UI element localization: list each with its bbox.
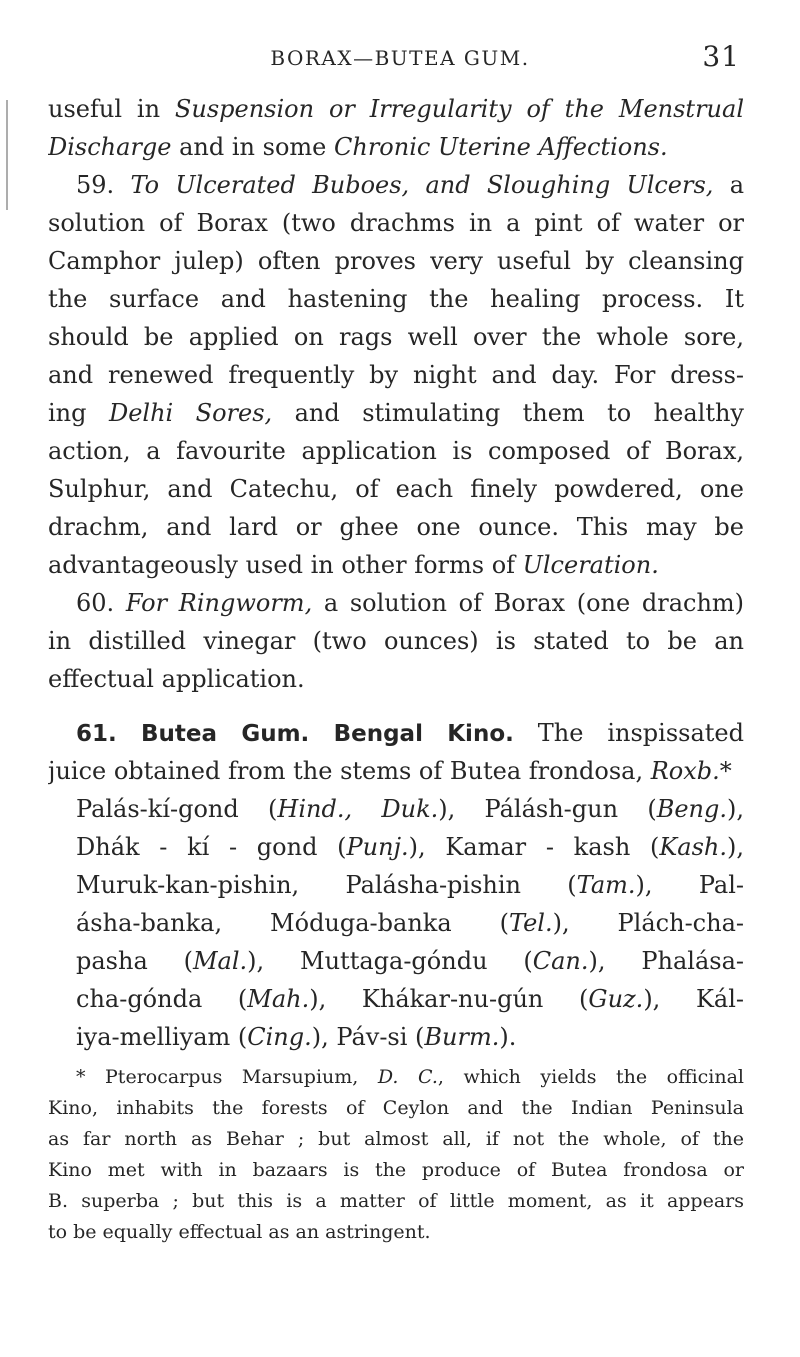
- text-run: ), Kál-: [643, 985, 744, 1013]
- body-text: [48, 90, 744, 1248]
- synonym-line: [48, 866, 744, 904]
- italic-run: For Ringworm,: [125, 589, 313, 617]
- text-run: ),: [727, 795, 744, 823]
- text-run: ), Páv-si (: [311, 1023, 425, 1051]
- text-line: action, a favourite application is composed of Borax,: [48, 437, 744, 465]
- text-run: ing: [48, 399, 109, 427]
- running-head: [0, 40, 800, 80]
- text-run: iya-melliyam (: [76, 1023, 248, 1051]
- italic-run: Punj.: [346, 833, 409, 861]
- italic-run: Discharge: [48, 133, 172, 161]
- text-line: [48, 546, 744, 584]
- italic-run: Kash.: [659, 833, 727, 861]
- italic-run: To Ulcerated Buboes, and Sloughing Ulcers,: [130, 171, 714, 199]
- footnote-line: Kino, inhabits the forests of Ceylon and the Indian Peninsula: [48, 1097, 744, 1119]
- paragraph-59-start: [48, 166, 744, 204]
- text-line: in distilled vinegar (two ounces) is stated to be an: [48, 627, 744, 655]
- text-run: ), Khákar-nu-gún (: [309, 985, 589, 1013]
- synonym-line: [48, 904, 744, 942]
- text-run: ), Kamar - kash (: [408, 833, 660, 861]
- text-run: * Pterocarpus Marsupium,: [76, 1066, 378, 1088]
- synonym-line: [48, 828, 744, 866]
- text-run: and in some: [171, 133, 334, 161]
- text-run: cha-gónda (: [76, 985, 248, 1013]
- italic-run: Tam.: [576, 871, 636, 899]
- text-line: solution of Borax (two drachms in a pint of water or: [48, 209, 744, 237]
- text-run: ), Muttaga-góndu (: [247, 947, 533, 975]
- text-run: ),: [727, 833, 744, 861]
- text-line: [48, 128, 744, 166]
- section-heading-butea-gum: [48, 714, 744, 752]
- text-line: drachm, and lard or ghee one ounce. This may be: [48, 513, 744, 541]
- bold-heading: 61. Butea Gum. Bengal Kino.: [76, 721, 514, 747]
- footnote-line: [48, 1062, 744, 1093]
- text-line: effectual application.: [48, 665, 305, 693]
- italic-run: Mal.: [192, 947, 248, 975]
- footnote-line: B. superba ; but this is a matter of little moment, as it appears: [48, 1190, 744, 1212]
- italic-run: D. C.: [377, 1066, 438, 1088]
- paragraph-60-start: [48, 584, 744, 622]
- synonym-line: [48, 942, 744, 980]
- italic-run: Tel.: [508, 909, 553, 937]
- section-gap: [48, 698, 744, 714]
- text-run: Palás-kí-gond (: [76, 795, 278, 823]
- paragraph-number: 59.: [76, 171, 131, 199]
- text-run: Dhák - kí - gond (: [76, 833, 347, 861]
- text-run: advantageously used in other forms of: [48, 551, 523, 579]
- page-number: 31: [702, 40, 740, 73]
- italic-run: Can.: [532, 947, 589, 975]
- text-line: [48, 90, 744, 128]
- italic-run: Delhi Sores,: [108, 399, 273, 427]
- text-run: a solution of Borax (one drachm): [312, 589, 744, 617]
- text-run: ).: [499, 1023, 517, 1051]
- synonym-line: [48, 790, 744, 828]
- italic-run: Mah.: [247, 985, 310, 1013]
- text-run: , which yields the officinal: [437, 1066, 744, 1088]
- text-run: ), Plách-cha-: [552, 909, 744, 937]
- text-line: [48, 394, 744, 432]
- italic-run: Chronic Uterine Affections.: [334, 133, 668, 161]
- italic-run: Suspension or Irregularity of the Menstrual: [174, 95, 744, 123]
- synonym-line: [48, 1018, 744, 1056]
- text-line: Sulphur, and Catechu, of each finely powdered, one: [48, 475, 744, 503]
- text-run: a: [713, 171, 744, 199]
- italic-run: Roxb.*: [650, 757, 732, 785]
- text-run: ), Pal-: [635, 871, 744, 899]
- italic-run: Beng.: [656, 795, 727, 823]
- text-run: and stimulating them to healthy: [272, 399, 744, 427]
- text-run: ásha-banka, Móduga-banka (: [76, 909, 509, 937]
- footnote: [48, 1062, 744, 1248]
- synonym-line: [48, 980, 744, 1018]
- italic-run: Ulceration.: [522, 551, 659, 579]
- page-edge-line: [6, 100, 8, 210]
- italic-run: Cing.: [247, 1023, 312, 1051]
- italic-run: Guz.: [588, 985, 644, 1013]
- text-run: pasha (: [76, 947, 193, 975]
- text-run: ), Pálásh-gun (: [438, 795, 657, 823]
- footnote-line: to be equally effectual as an astringent.: [48, 1221, 431, 1243]
- footnote-line: as far north as Behar ; but almost all, if not the whole, of the: [48, 1128, 744, 1150]
- text-line: should be applied on rags well over the whole sore,: [48, 323, 744, 351]
- running-head-title: BORAX—BUTEA GUM.: [270, 46, 530, 70]
- paragraph-number: 60.: [76, 589, 126, 617]
- italic-run: Hind., Duk.: [277, 795, 439, 823]
- italic-run: Burm.: [424, 1023, 500, 1051]
- text-line: [48, 752, 744, 790]
- footnote-line: Kino met with in bazaars is the produce of Butea frondosa or: [48, 1159, 744, 1181]
- text-run: useful in: [48, 95, 175, 123]
- text-run: ), Phalása-: [588, 947, 744, 975]
- text-run: Muruk-kan-pishin, Palásha-pishin (: [76, 871, 577, 899]
- text-run: The inspissated: [513, 719, 744, 747]
- text-line: and renewed frequently by night and day. For dress-: [48, 361, 744, 389]
- text-line: the surface and hastening the healing process. It: [48, 285, 744, 313]
- text-run: juice obtained from the stems of Butea frondosa,: [48, 757, 651, 785]
- text-line: Camphor julep) often proves very useful by cleansing: [48, 247, 744, 275]
